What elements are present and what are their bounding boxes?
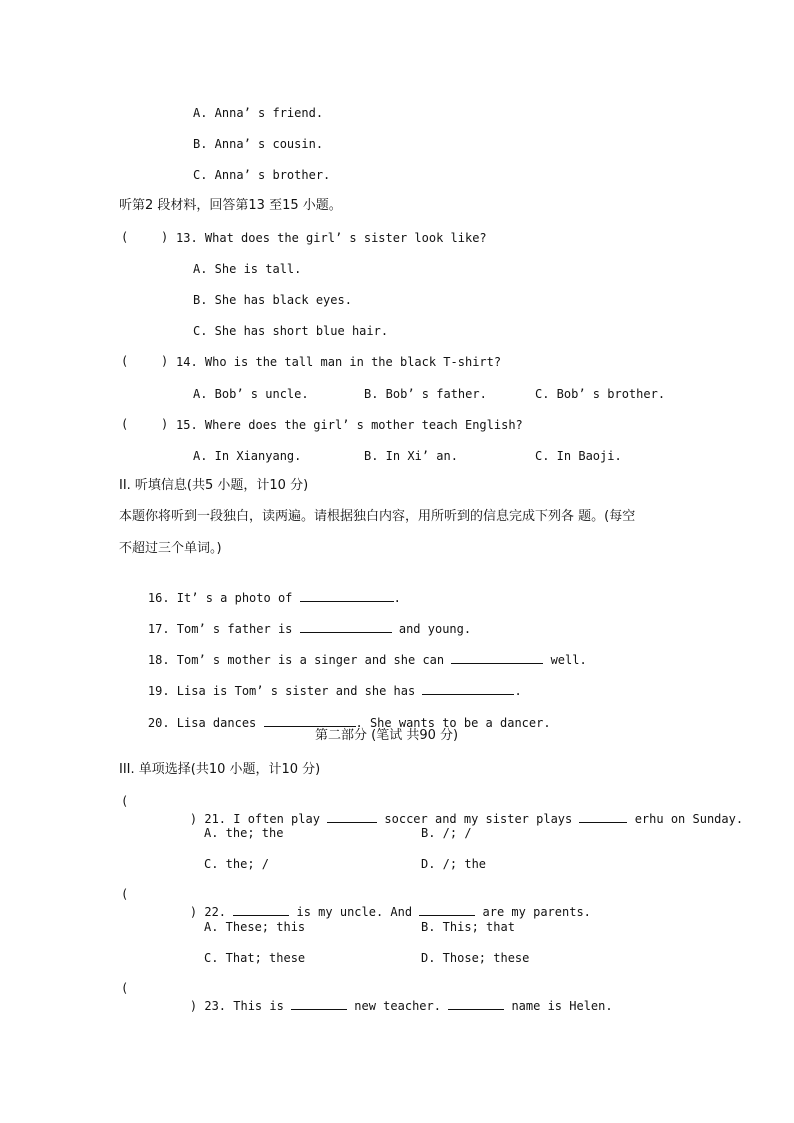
answer-blank[interactable] xyxy=(291,997,347,1010)
answer-blank[interactable] xyxy=(422,682,514,695)
q15-option-a: A. In Xianyang. xyxy=(193,449,302,463)
part2-instruction-line1: 本题你将听到一段独白，读两遍。请根据独白内容，用所听到的信息完成下列各 题。(每空 xyxy=(119,509,636,524)
q21-option-b: B. /; / xyxy=(421,826,472,840)
q15-option-b: B. In Xi’ an. xyxy=(364,449,458,463)
part3-heading: III. 单项选择(共10 小题，计10 分) xyxy=(119,762,321,777)
fill-item-20: 20. Lisa dances . She wants to be a dancer. xyxy=(147,716,551,730)
section2-intro: 听第2 段材料，回答第13 至15 小题。 xyxy=(119,198,342,213)
answer-blank[interactable] xyxy=(579,810,627,823)
q22-stem: ) 22. is my uncle. And are my parents. xyxy=(189,905,591,919)
answer-paren-open: ( xyxy=(121,794,129,808)
q21-option-d: D. /; the xyxy=(421,857,487,871)
answer-paren-open: ( xyxy=(121,354,129,368)
answer-paren-close: ) xyxy=(161,354,169,368)
fill-item-16: 16. It’ s a photo of . xyxy=(147,591,401,605)
written-part-title: 第二部分 (笔试 共90 分) xyxy=(315,728,459,743)
q14-option-c: C. Bob’ s brother. xyxy=(535,387,666,401)
answer-blank[interactable] xyxy=(300,589,394,602)
q13-option-b: B. She has black eyes. xyxy=(193,293,352,307)
fill-item-17: 17. Tom’ s father is and young. xyxy=(147,622,472,636)
q22-option-b: B. This; that xyxy=(421,920,515,934)
q23-stem: ) 23. This is new teacher. name is Helen. xyxy=(189,999,613,1013)
q14-stem: 14. Who is the tall man in the black T-shirt? xyxy=(176,355,502,369)
part2-heading: II. 听填信息(共5 小题，计10 分) xyxy=(119,478,309,493)
q13-option-a: A. She is tall. xyxy=(193,262,302,276)
q15-stem: 15. Where does the girl’ s mother teach English? xyxy=(176,418,523,432)
q15-option-c: C. In Baoji. xyxy=(535,449,622,463)
answer-blank[interactable] xyxy=(233,903,289,916)
q22-option-c: C. That; these xyxy=(204,951,306,965)
q21-option-c: C. the; / xyxy=(204,857,270,871)
q21-option-a: A. the; the xyxy=(204,826,284,840)
answer-blank[interactable] xyxy=(300,620,392,633)
answer-blank[interactable] xyxy=(264,714,356,727)
answer-blank[interactable] xyxy=(448,997,504,1010)
q13-stem: 13. What does the girl’ s sister look like? xyxy=(176,231,487,245)
q12-option-b: B. Anna’ s cousin. xyxy=(193,137,324,151)
q14-option-a: A. Bob’ s uncle. xyxy=(193,387,309,401)
answer-paren-open: ( xyxy=(121,230,129,244)
answer-paren-open: ( xyxy=(121,981,129,995)
q13-option-c: C. She has short blue hair. xyxy=(193,324,389,338)
answer-blank[interactable] xyxy=(451,651,543,664)
q14-option-b: B. Bob’ s father. xyxy=(364,387,487,401)
answer-blank[interactable] xyxy=(327,810,377,823)
q22-option-a: A. These; this xyxy=(204,920,306,934)
answer-paren-open: ( xyxy=(121,417,129,431)
q22-option-d: D. Those; these xyxy=(421,951,530,965)
answer-paren-close: ) xyxy=(161,417,169,431)
fill-item-18: 18. Tom’ s mother is a singer and she can well. xyxy=(147,653,587,667)
answer-paren-close: ) xyxy=(161,230,169,244)
part2-instruction-line2: 不超过三个单词。) xyxy=(119,541,222,556)
answer-paren-open: ( xyxy=(121,887,129,901)
q21-stem: ) 21. I often play soccer and my sister plays erhu on Sunday. xyxy=(189,812,744,826)
q12-option-a: A. Anna’ s friend. xyxy=(193,106,324,120)
fill-item-19: 19. Lisa is Tom’ s sister and she has . xyxy=(147,684,522,698)
q12-option-c: C. Anna’ s brother. xyxy=(193,168,331,182)
answer-blank[interactable] xyxy=(419,903,475,916)
